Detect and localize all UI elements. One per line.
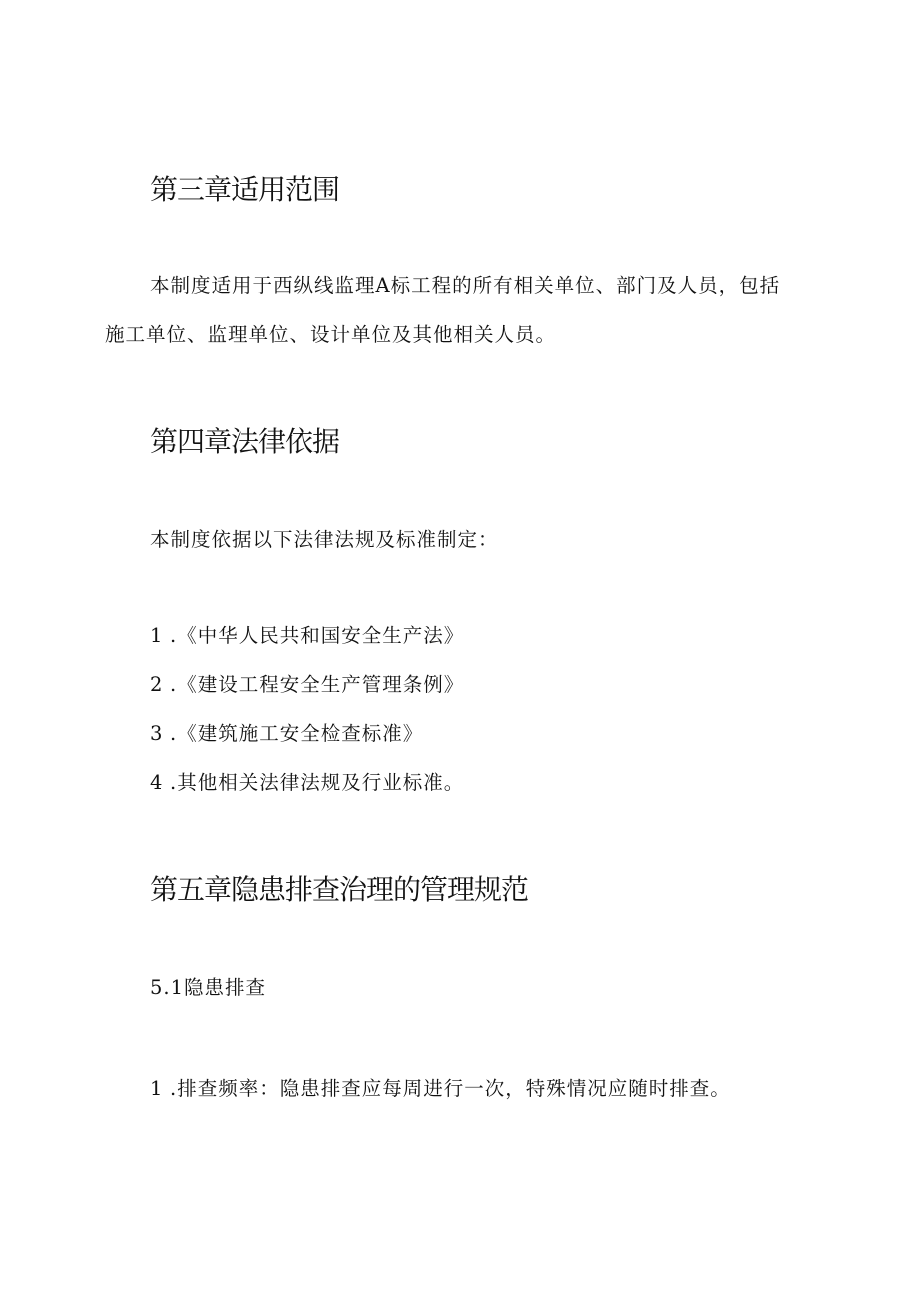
list-item bbox=[150, 669, 464, 697]
chapter3-paragraph-line1: 本制度适用于西纵线监理A标工程的所有相关单位、部门及人员，包括 bbox=[150, 274, 781, 297]
chapter4-intro: 本制度依据以下法律法规及标准制定： bbox=[150, 528, 499, 551]
list-item-number: 4 bbox=[150, 771, 164, 794]
list-item-number: 1 bbox=[150, 624, 164, 647]
chapter3-paragraph-line2: 施工单位、监理单位、设计单位及其他相关人员。 bbox=[105, 323, 557, 346]
chapter4-heading: 第四章法律依据 bbox=[150, 425, 340, 458]
list-item-number: 3 bbox=[150, 722, 164, 745]
list-item bbox=[150, 718, 423, 746]
chapter3-heading: 第三章适用范围 bbox=[150, 173, 340, 206]
list-item-text: .排查频率：隐患排查应每周进行一次，特殊情况应随时排查。 bbox=[170, 1077, 731, 1100]
list-item-number: 2 bbox=[150, 673, 164, 696]
list-item bbox=[150, 620, 464, 648]
list-item-text: .《中华人民共和国安全生产法》 bbox=[170, 624, 465, 647]
list-item bbox=[150, 767, 464, 795]
section-5-1-heading: 5.1隐患排查 bbox=[150, 976, 267, 999]
list-item-text: .其他相关法律法规及行业标准。 bbox=[170, 771, 465, 794]
list-item-text: .《建设工程安全生产管理条例》 bbox=[170, 673, 465, 696]
list-item-text: .《建筑施工安全检查标准》 bbox=[170, 722, 424, 745]
chapter5-heading: 第五章隐患排查治理的管理规范 bbox=[150, 873, 529, 906]
list-item-number: 1 bbox=[150, 1077, 164, 1100]
list-item bbox=[150, 1073, 731, 1101]
